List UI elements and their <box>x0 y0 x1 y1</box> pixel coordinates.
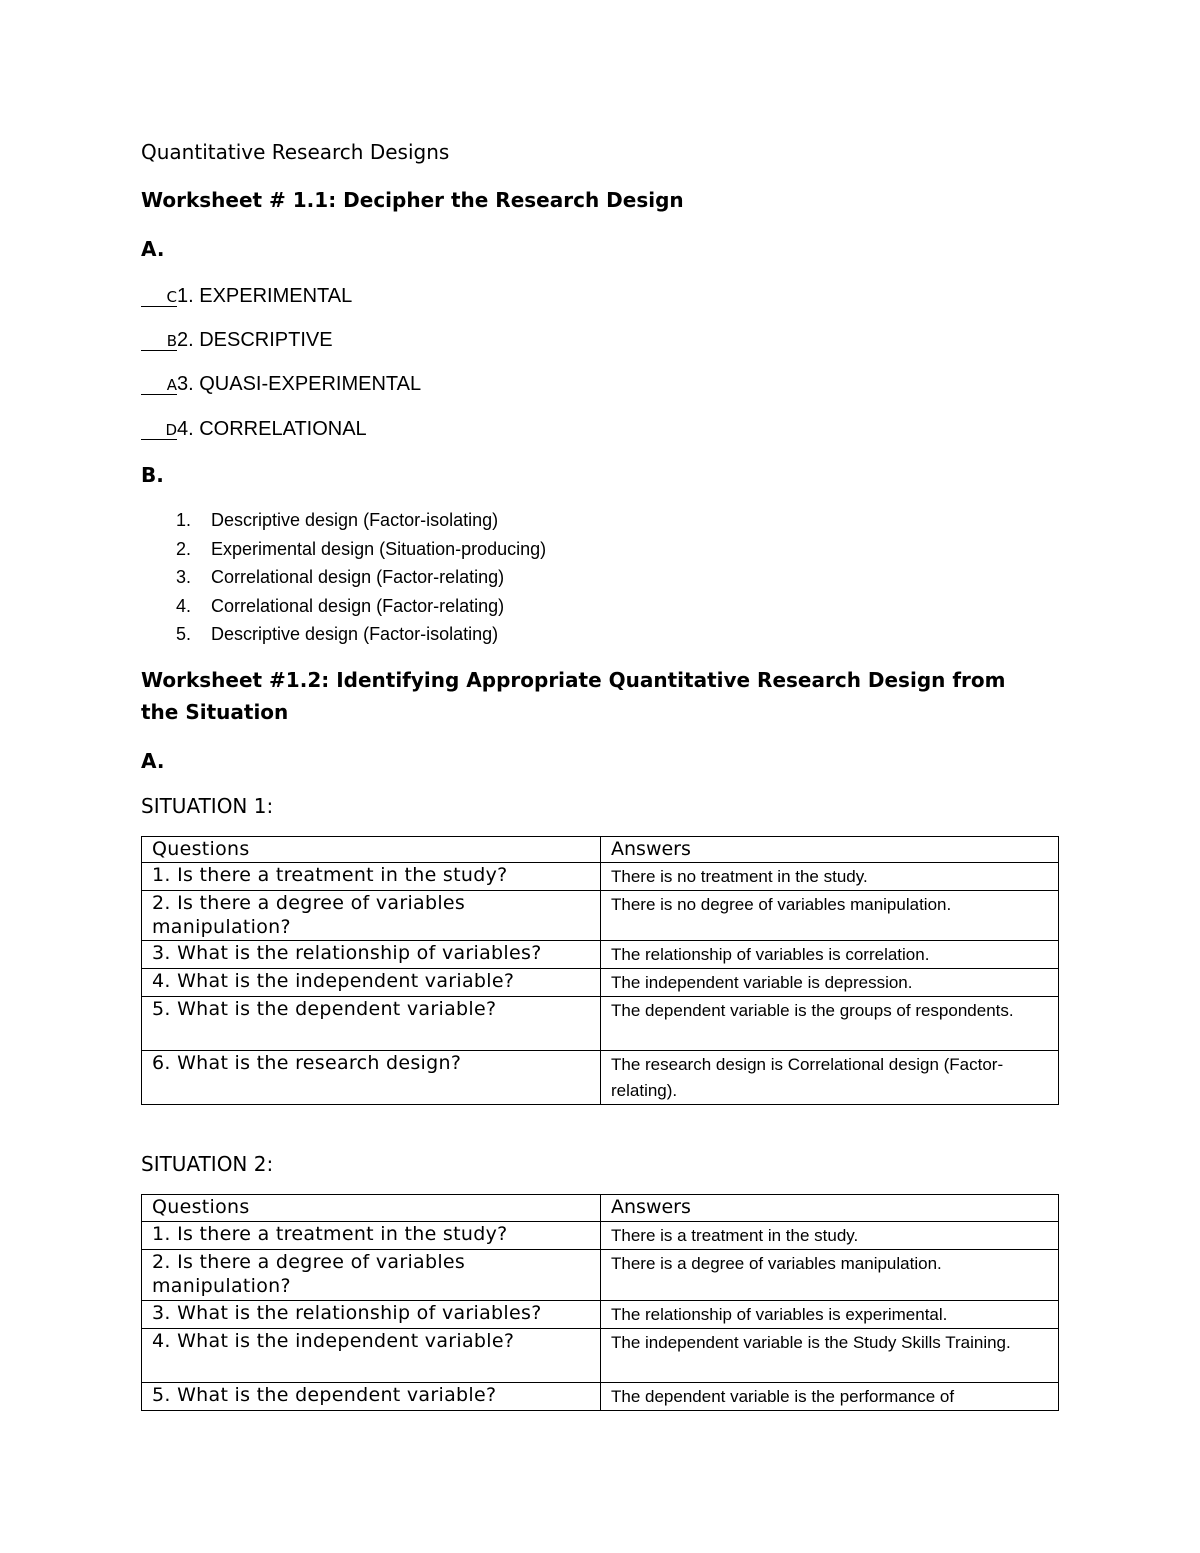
answer-cell: The research design is Correlational design (Factor-relating). <box>601 1051 1059 1105</box>
question-cell: 2. Is there a degree of variables manipulation? <box>142 891 601 941</box>
table-row <box>142 1329 1059 1383</box>
match-item-text: 3. QUASI-EXPERIMENTAL <box>177 373 422 395</box>
match-item-2 <box>141 327 333 352</box>
match-item-text: 4. CORRELATIONAL <box>177 418 367 440</box>
answer-cell: There is no treatment in the study. <box>601 863 1059 891</box>
match-item-text: 2. DESCRIPTIVE <box>177 329 333 351</box>
answer-blank: B <box>141 332 177 351</box>
worksheet-1-2-heading-line1: Worksheet #1.2: Identifying Appropriate Quantitative Research Design from <box>141 668 1006 692</box>
worksheet-1-2-heading-line2: the Situation <box>141 700 289 724</box>
answer-cell: The relationship of variables is experimental. <box>601 1301 1059 1329</box>
part-a-label: A. <box>141 237 165 261</box>
question-cell: 5. What is the dependent variable? <box>142 997 601 1051</box>
list-item: 4. Correlational design (Factor-relating) <box>176 595 505 616</box>
answer-cell: The independent variable is the Study Skills Training. <box>601 1329 1059 1383</box>
table-row <box>142 969 1059 997</box>
table-row <box>142 1250 1059 1301</box>
header-answers: Answers <box>601 1195 1059 1222</box>
answer-blank: A <box>141 376 177 395</box>
question-cell: 4. What is the independent variable? <box>142 1329 601 1383</box>
answer-cell: The independent variable is depression. <box>601 969 1059 997</box>
situation-2-label: SITUATION 2: <box>141 1152 274 1176</box>
answer-cell: The dependent variable is the performance of <box>601 1383 1059 1411</box>
match-item-1 <box>141 283 352 308</box>
document-title: Quantitative Research Designs <box>141 140 450 164</box>
table-row <box>142 891 1059 941</box>
match-item-3 <box>141 371 421 396</box>
question-cell: 3. What is the relationship of variables? <box>142 941 601 969</box>
header-questions: Questions <box>142 837 601 863</box>
worksheet-1-1-heading: Worksheet # 1.1: Decipher the Research Design <box>141 188 684 212</box>
part-b-label: B. <box>141 463 164 487</box>
table-row <box>142 863 1059 891</box>
match-item-text: 1. EXPERIMENTAL <box>177 285 353 307</box>
answer-blank: C <box>141 288 177 307</box>
list-item: 3. Correlational design (Factor-relating) <box>176 567 505 588</box>
answer-cell: There is no degree of variables manipulation. <box>601 891 1059 941</box>
table-row <box>142 1301 1059 1329</box>
header-questions: Questions <box>142 1195 601 1222</box>
answer-cell: The dependent variable is the groups of respondents. <box>601 997 1059 1051</box>
table-row <box>142 997 1059 1051</box>
question-cell: 3. What is the relationship of variables? <box>142 1301 601 1329</box>
answer-cell: There is a treatment in the study. <box>601 1222 1059 1250</box>
question-cell: 2. Is there a degree of variables manipulation? <box>142 1250 601 1301</box>
worksheet-2-part-a-label: A. <box>141 749 165 773</box>
answer-blank: D <box>141 421 177 440</box>
question-cell: 5. What is the dependent variable? <box>142 1383 601 1411</box>
table-row <box>142 1222 1059 1250</box>
match-item-4 <box>141 416 367 441</box>
table-row <box>142 1051 1059 1105</box>
question-cell: 1. Is there a treatment in the study? <box>142 1222 601 1250</box>
table-row <box>142 941 1059 969</box>
situation-2-table <box>141 1194 1059 1411</box>
table-header-row <box>142 837 1059 863</box>
situation-1-label: SITUATION 1: <box>141 794 274 818</box>
answer-cell: There is a degree of variables manipulation. <box>601 1250 1059 1301</box>
list-item: 5. Descriptive design (Factor-isolating) <box>176 624 499 645</box>
question-cell: 4. What is the independent variable? <box>142 969 601 997</box>
table-row <box>142 1383 1059 1411</box>
answer-cell: The relationship of variables is correlation. <box>601 941 1059 969</box>
list-item: 1. Descriptive design (Factor-isolating) <box>176 510 499 530</box>
part-b-list <box>141 506 546 649</box>
question-cell: 1. Is there a treatment in the study? <box>142 863 601 891</box>
table-header-row <box>142 1195 1059 1222</box>
situation-1-table <box>141 836 1059 1105</box>
header-answers: Answers <box>601 837 1059 863</box>
list-item: 2. Experimental design (Situation-producing) <box>176 538 547 559</box>
question-cell: 6. What is the research design? <box>142 1051 601 1105</box>
